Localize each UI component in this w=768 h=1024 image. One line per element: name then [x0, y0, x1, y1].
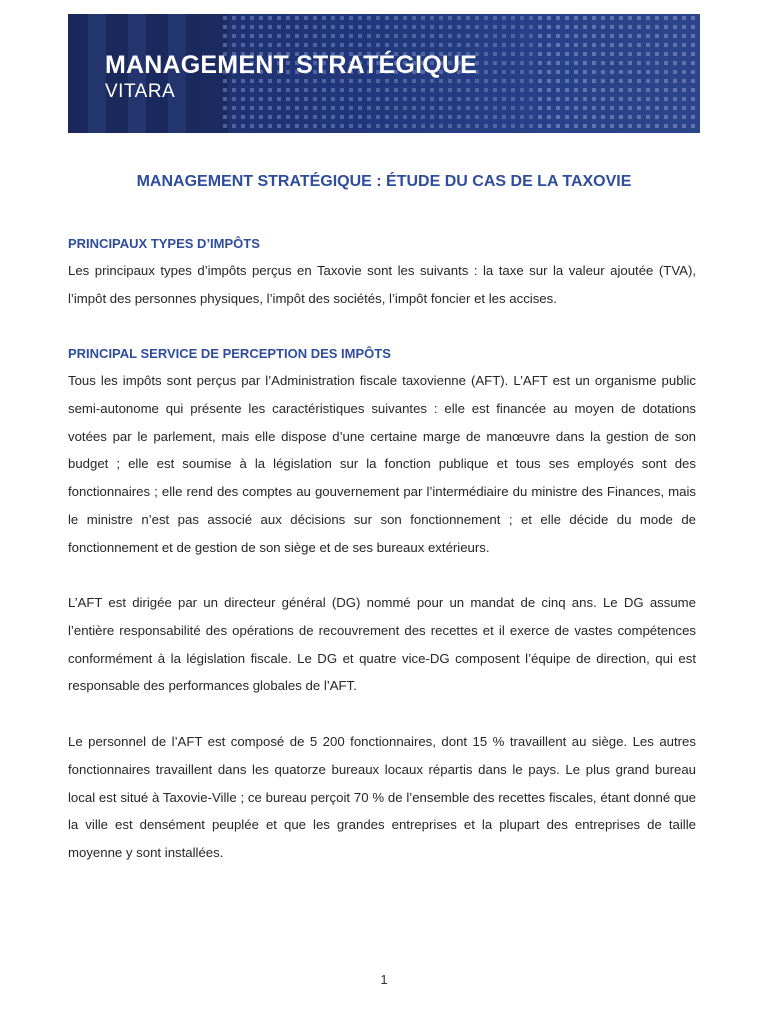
section-heading-tax-service: PRINCIPAL SERVICE DE PERCEPTION DES IMPÔTS: [68, 346, 391, 361]
paragraph-aft-personnel: Le personnel de l’AFT est composé de 5 200 fonctionnaires, dont 15 % travaillent au siège. Les autres fonctionnaires travaillent dans les quatorze bureaux locaux répartis dans le pays. Le plus grand bureau local est situé à Taxovie-Ville ; ce bureau perçoit 70 % de l’ensemble des recettes fiscales, étant donné que la ville est densément peuplée et que les grandes entreprises et la plupart des entreprises de taille moyenne y sont installées.: [68, 734, 696, 861]
banner-title: MANAGEMENT STRATÉGIQUE: [105, 51, 477, 79]
header-banner: [68, 14, 700, 133]
paragraph-aft-direction: L’AFT est dirigée par un directeur général (DG) nommé pour un mandat de cinq ans. Le DG assume l’entière responsabilité des opérations de recouvrement des recettes et il exerce de vastes compétences conformément à la législation fiscale. Le DG et quatre vice-DG composent l’équipe de direction, qui est responsable des performances globales de l’AFT.: [68, 595, 696, 694]
paragraph-aft-overview: Tous les impôts sont perçus par l’Administration fiscale taxovienne (AFT). L’AFT est un organisme public semi-autonome qui présente les caractéristiques suivantes : elle est financée au moyen de dotations votées par le parlement, mais elle dispose d’une certaine marge de manœuvre dans la gestion de son budget ; elle est soumise à la législation sur la fonction publique et tous ses employés sont des fonctionnaires ; elle rend des comptes au gouvernement par l’intermédiaire du ministre des Finances, mais le ministre n’est pas associé aux décisions sur son fonctionnement ; et elle décide du mode de fonctionnement et de gestion de son siège et de ses bureaux extérieurs.: [68, 373, 696, 555]
banner-subtitle: VITARA: [105, 81, 176, 102]
paragraph-tax-types: Les principaux types d’impôts perçus en Taxovie sont les suivants : la taxe sur la valeur ajoutée (TVA), l’impôt des personnes physiques, l’impôt des sociétés, l’impôt foncier et les accises.: [68, 263, 696, 306]
document-title: MANAGEMENT STRATÉGIQUE : ÉTUDE DU CAS DE LA TAXOVIE: [136, 173, 632, 190]
section-heading-tax-types: PRINCIPAUX TYPES D’IMPÔTS: [68, 236, 260, 251]
page-number: 1: [380, 972, 388, 987]
